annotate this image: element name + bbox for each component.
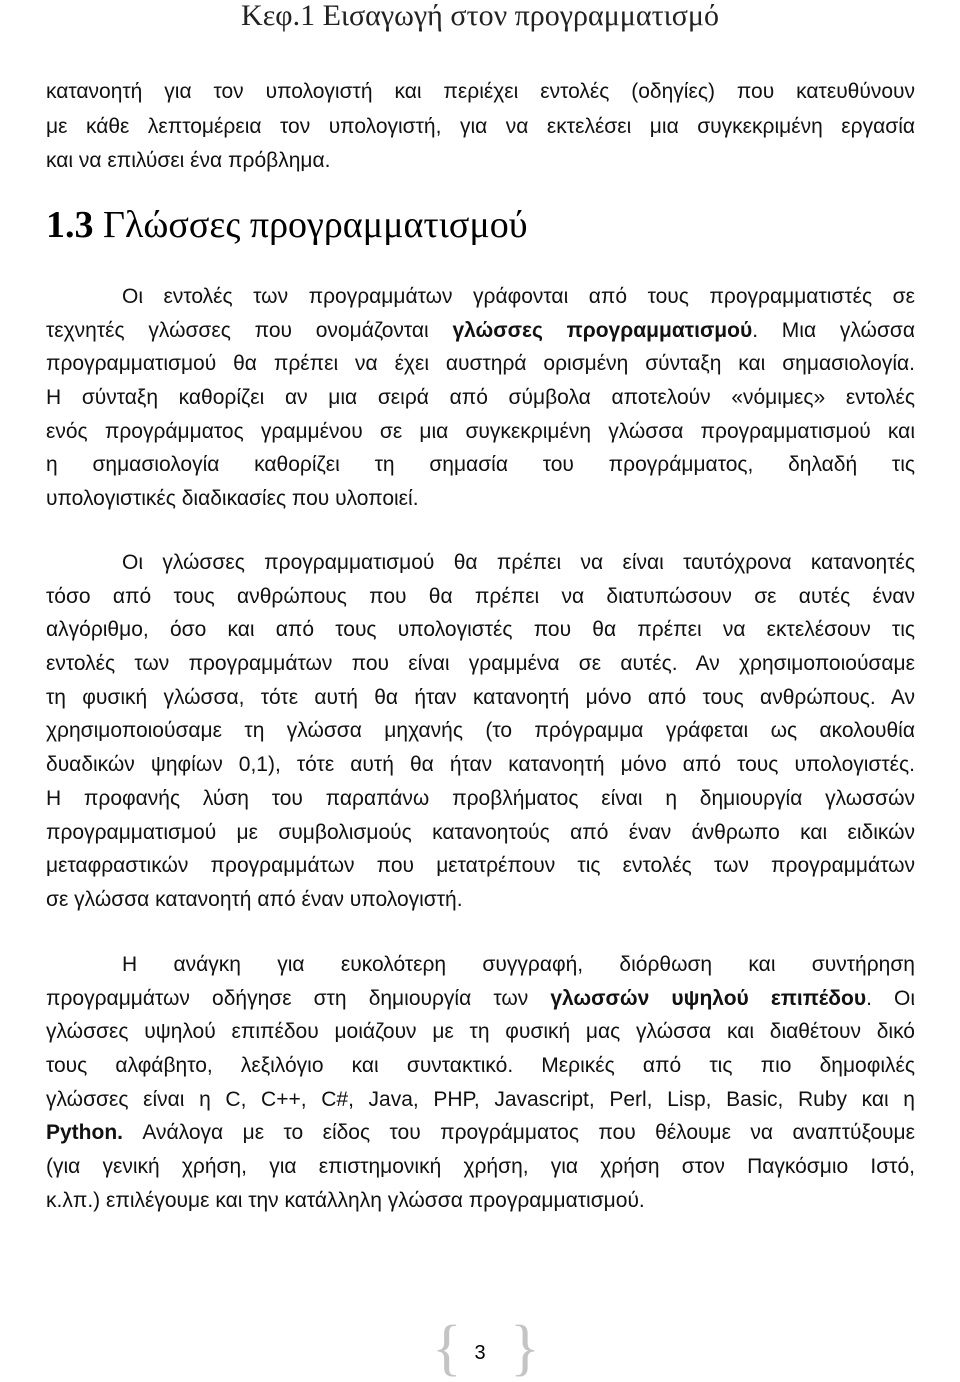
text-line: σε γλώσσα κατανοητή από έναν υπολογιστή. [46,887,463,911]
text-line: γλώσσες είναι η C, C++, C#, Java, PHP, Javascript, Perl, Lisp, Basic, Ruby και η [46,1087,915,1111]
bold-term: Python. [46,1121,123,1145]
text-line: τη φυσική γλώσσα, τότε αυτή θα ήταν κατανοητή μόνο από τους ανθρώπους. Αν [46,685,915,709]
text-line: (για γενική χρήση, για επιστημονική χρήση, για χρήση στον Παγκόσμιο Ιστό, [46,1155,915,1179]
text-line [46,982,915,1016]
text-line: Η ανάγκη για ευκολότερη συγγραφή, διόρθωση και συντήρηση [122,953,915,976]
text-line: κατανοητή για τον υπολογιστή και περιέχει εντολές (οδηγίες) που κατευθύνουν [46,80,915,103]
text-line: Οι γλώσσες προγραμματισμού θα πρέπει να είναι ταυτόχρονα κατανοητές [122,551,915,574]
text-line [46,314,915,348]
paragraph-3 [46,948,915,1218]
text-line: τόσο από τους ανθρώπους που θα πρέπει να διατυπώσουν σε αυτές έναν [46,584,915,608]
text-run: . Μια γλώσσα [752,318,915,342]
paragraph-2 [46,546,915,917]
text-line: προγραμματισμού θα πρέπει να έχει αυστηρά ορισμένη σύνταξη και σημασιολογία. [46,352,915,376]
text-line: προγραμματισμού με συμβολισμούς κατανοητούς από έναν άνθρωπο και ειδικών [46,820,915,844]
text-run: . Οι [866,986,915,1010]
text-line: η σημασιολογία καθορίζει τη σημασία του προγράμματος, δηλαδή τις [46,453,915,477]
section-title: Γλώσσες προγραμματισμού [103,204,528,246]
text-run: τεχνητές γλώσσες που ονομάζονται [46,318,453,342]
text-line: ενός προγράμματος γραμμένου σε μια συγκεκριμένη γλώσσα προγραμματισμού και [46,419,915,443]
text-line: υπολογιστικές διαδικασίες που υλοποιεί. [46,487,419,511]
section-heading [46,201,528,249]
page-number: 3 [474,1342,486,1364]
text-line: με κάθε λεπτομέρεια τον υπολογιστή, για να εκτελέσει μια συγκεκριμένη εργασία [46,114,915,138]
text-run: Ανάλογα με το είδος του προγράμματος που θέλουμε να αναπτύξουμε [123,1121,915,1145]
text-line: χρησιμοποιούσαμε τη γλώσσα μηχανής (το πρόγραμμα γράφεται ως ακολουθία [46,719,915,743]
text-line: δυαδικών ψηφίων 0,1), τότε αυτή θα ήταν κατανοητή μόνο από τους υπολογιστές. [46,753,915,777]
text-line: κ.λπ.) επιλέγουμε και την κατάλληλη γλώσσα προγραμματισμού. [46,1188,645,1212]
paragraph-1 [46,280,915,516]
paragraph-intro [46,75,915,179]
text-line: τους αλφάβητο, λεξιλόγιο και συντακτικό. Μερικές από τις πιο δημοφιλές [46,1054,915,1078]
text-line: γλώσσες υψηλού επιπέδου μοιάζουν με τη φυσική μας γλώσσα και διαθέτουν δικό [46,1020,915,1044]
bold-term: γλώσσες προγραμματισμού [452,318,753,342]
text-line: Οι εντολές των προγραμμάτων γράφονται από τους προγραμματιστές σε [122,285,915,308]
footer-brace-left: { [432,1314,462,1382]
page-header-title: Κεφ.1 Εισαγωγή στον προγραμματισμό [241,0,719,32]
text-line: Η σύνταξη καθορίζει αν μια σειρά από σύμβολα αποτελούν «νόμιμες» εντολές [46,386,915,410]
section-number: 1.3 [46,204,94,246]
bold-term: γλωσσών υψηλού επιπέδου [550,986,867,1010]
text-line: εντολές των προγραμμάτων που είναι γραμμένα σε αυτές. Αν χρησιμοποιούσαμε [46,652,915,676]
text-line: και να επιλύσει ένα πρόβλημα. [46,149,331,172]
text-line: αλγόριθμο, όσο και από τους υπολογιστές που θα πρέπει να εκτελέσουν τις [46,618,915,642]
text-line [46,1116,915,1150]
text-line: μεταφραστικών προγραμμάτων που μετατρέπουν τις εντολές των προγραμμάτων [46,854,915,878]
text-line: Η προφανής λύση του παραπάνω προβλήματος είναι η δημιουργία γλωσσών [46,786,915,810]
footer-brace-right: } [510,1314,540,1382]
text-run: προγραμμάτων οδήγησε στη δημιουργία των [46,986,551,1010]
